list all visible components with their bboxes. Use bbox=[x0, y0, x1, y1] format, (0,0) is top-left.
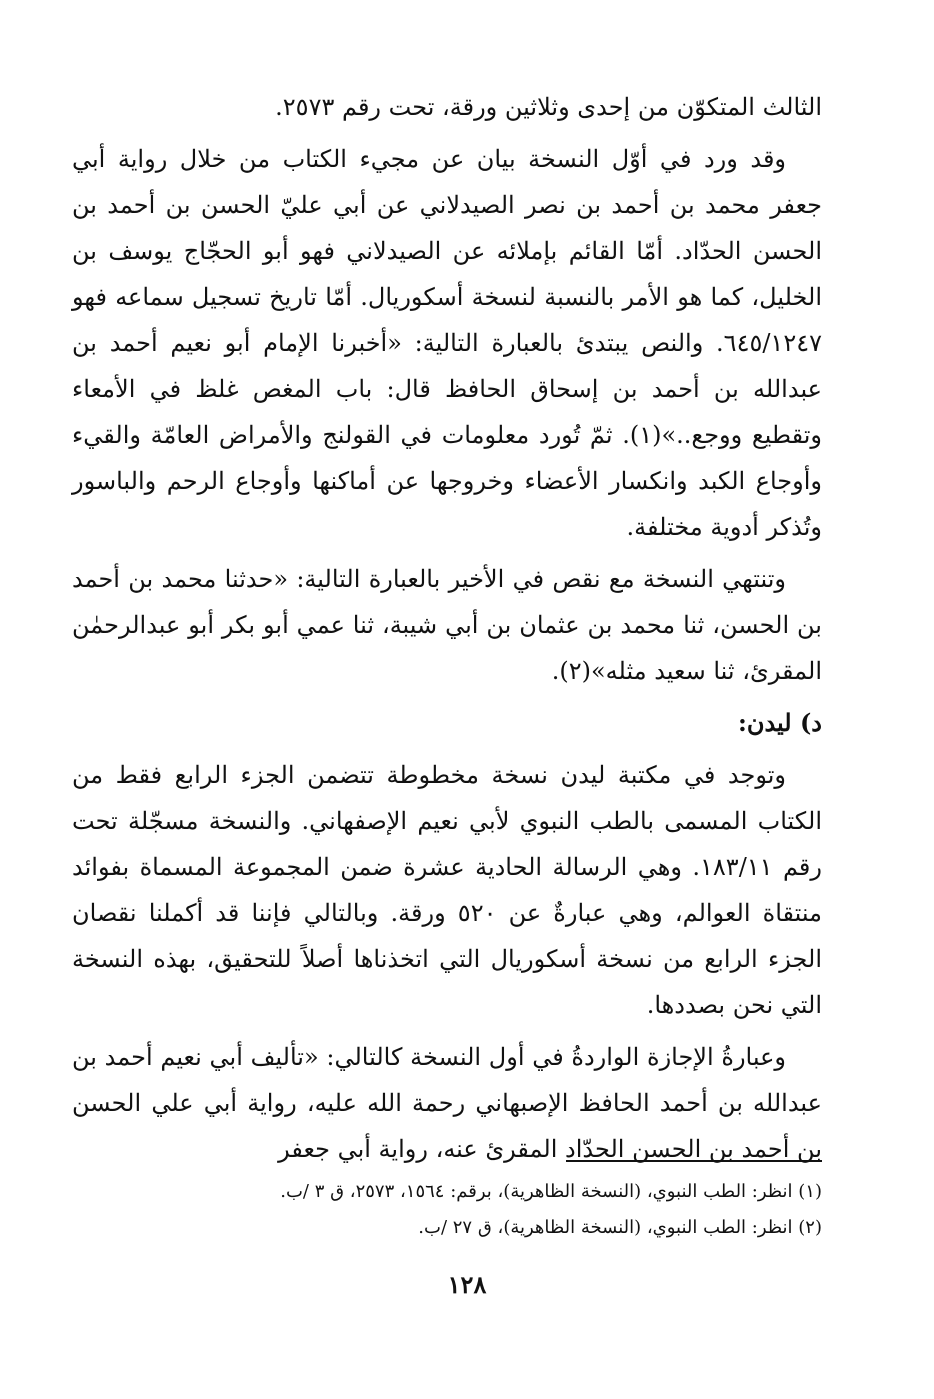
footnote-1: (١) انظر: الطب النبوي، (النسخة الظاهرية)، برقم: ١٥٦٤، ٢٥٧٣، ق ٣ /ب. bbox=[280, 1181, 822, 1202]
footnote-separator bbox=[566, 1160, 822, 1162]
paragraph-continuation: الثالث المتكوّن من إحدى وثلاثين ورقة، تحت رقم ٢٥٧٣. bbox=[275, 93, 822, 121]
footnote-2: (٢) انظر: الطب النبوي، (النسخة الظاهرية)، ق ٢٧ /ب. bbox=[418, 1217, 822, 1238]
paragraph-text: وقد ورد في أوّل النسخة بيان عن مجيء الكتاب من خلال رواية أبي جعفر محمد بن أحمد بن نصر الصيدلاني عن أبي عليّ الحسن بن أحمد بن الحسن الحدّاد. أمّا القائم بإملائه عن الصيدلاني فهو أبو الحجّاج يوسف بن الخليل، كما هو الأمر بالنسبة لنسخة أسكوريال. أمّا تاريخ تسجيل سماعه فهو ٦٤٥/١٢٤٧. والنص يبتدئ بالعبارة التالية: «أخبرنا الإمام أبو نعيم أحمد بن عبدالله بن أحمد بن إسحاق الحافظ قال: باب المغص غلظ في الأمعاء وتقطيع ووجع..»(١). ثمّ تُورد معلومات في القولنج والأمراض العامّة والقيء وأوجاع الكبد وانكسار الأعضاء وخروجها عن أماكنها وأوجاع الرحم والباسور وتُذكر أدوية مختلفة. bbox=[72, 145, 822, 541]
section-heading-leiden: د) ليدن: bbox=[737, 708, 822, 737]
page-number: ١٢٨ bbox=[447, 1270, 487, 1299]
paragraph-text: وعبارةُ الإجازة الواردةُ في أول النسخة كالتالي: «تأليف أبي نعيم أحمد بن عبدالله بن أحمد الحافظ الإصبهاني رحمة الله عليه، رواية أبي علي الحسن بن أحمد بن الحسن الحدّاد المقرئ عنه، رواية أبي جعفر bbox=[72, 1043, 822, 1163]
paragraph-license-text bbox=[72, 1034, 822, 1172]
paragraph-manuscript-description bbox=[72, 136, 822, 550]
paragraph-leiden-manuscript bbox=[72, 752, 822, 1028]
paragraph-text: وتنتهي النسخة مع نقص في الأخير بالعبارة التالية: «حدثنا محمد بن أحمد بن الحسن، ثنا محمد بن عثمان بن أبي شيبة، ثنا عمي أبو بكر أبو عبدالرحمٰن المقرئ، ثنا سعيد مثله»(٢). bbox=[72, 565, 822, 685]
paragraph-manuscript-ending bbox=[72, 556, 822, 694]
paragraph-text: وتوجد في مكتبة ليدن نسخة مخطوطة تتضمن الجزء الرابع فقط من الكتاب المسمى بالطب النبوي لأبي نعيم الإصفهاني. والنسخة مسجّلة تحت رقم ١٨٣/١١. وهي الرسالة الحادية عشرة ضمن المجموعة المسماة بفوائد منتقاة العوالم، وهي عبارةٌ عن ٥٢٠ ورقة. وبالتالي فإننا قد أكملنا نقصان الجزء الرابع من نسخة أسكوريال التي اتخذناها أصلاً للتحقيق، بهذه النسخة التي نحن بصددها. bbox=[72, 761, 822, 1019]
page-body bbox=[72, 84, 822, 1359]
footnotes bbox=[200, 1174, 822, 1246]
